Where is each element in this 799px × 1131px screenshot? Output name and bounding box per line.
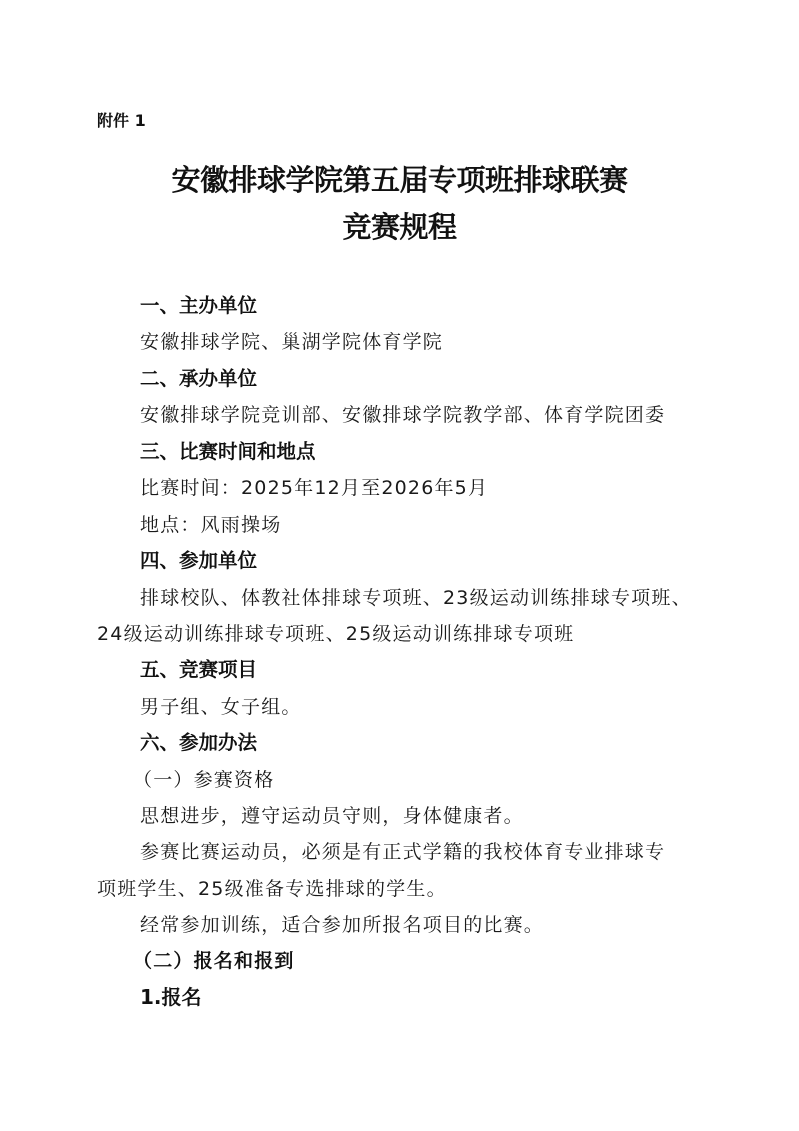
eligibility-p2-line-1: 参赛比赛运动员，必须是有正式学籍的我校体育专业排球专 [140,841,666,863]
attachment-label: 附件 1 [97,111,146,130]
participants-line-2: 24级运动训练排球专项班、25级运动训练排球专项班 [97,623,575,645]
heading-events: 五、竞赛项目 [140,658,258,681]
document-title: 安徽排球学院第五届专项班排球联赛 [171,163,628,197]
time-text: 比赛时间：2025年12月至2026年5月 [140,477,489,499]
registration-item-1: 1.报名 [140,985,202,1009]
place-text: 地点：风雨操场 [140,514,282,536]
events-text: 男子组、女子组。 [140,696,302,718]
eligibility-p3: 经常参加训练，适合参加所报名项目的比赛。 [140,914,545,936]
heading-host: 二、承办单位 [140,367,258,390]
subheading-registration: （二）报名和报到 [133,950,295,972]
document-subtitle: 竞赛规程 [342,210,457,244]
host-text: 安徽排球学院竞训部、安徽排球学院教学部、体育学院团委 [140,404,666,426]
organizer-text: 安徽排球学院、巢湖学院体育学院 [140,331,444,353]
eligibility-p1: 思想进步，遵守运动员守则，身体健康者。 [140,805,524,827]
heading-organizer: 一、主办单位 [140,294,258,317]
heading-participants: 四、参加单位 [140,549,258,572]
subheading-eligibility: （一）参赛资格 [133,769,275,791]
eligibility-p2-line-2: 项班学生、25级准备专选排球的学生。 [97,878,447,900]
heading-time-place: 三、比赛时间和地点 [140,440,316,463]
participants-line-1: 排球校队、体教社体排球专项班、23级运动训练排球专项班、 [140,587,692,609]
heading-method: 六、参加办法 [140,731,258,754]
